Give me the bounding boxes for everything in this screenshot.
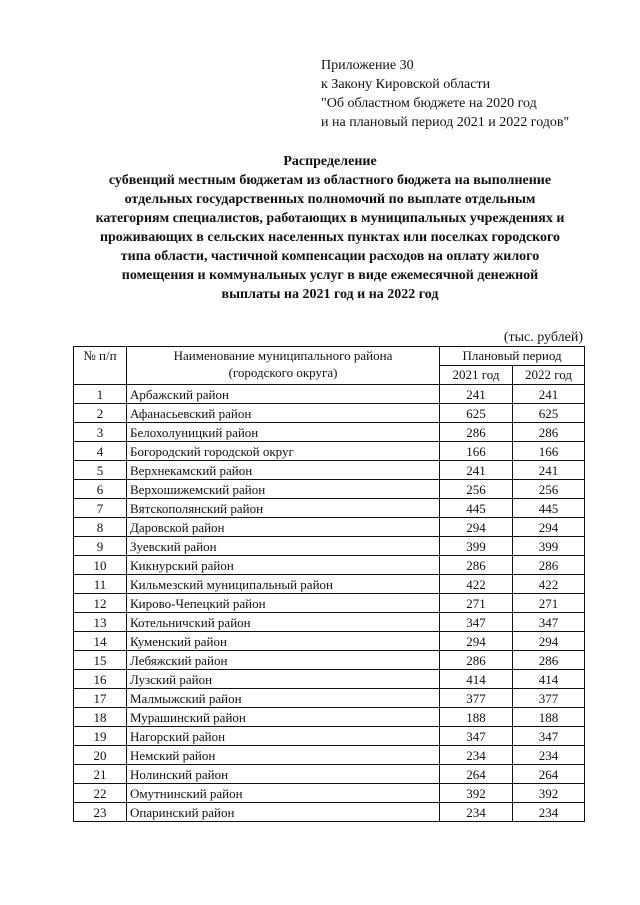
row-name: Зуевский район [127,537,440,556]
row-name: Богородский городской округ [127,442,440,461]
table-row [74,727,585,746]
row-name: Омутнинский район [127,784,440,803]
row-value-2022: 188 [513,708,585,727]
row-name: Белохолуницкий район [127,423,440,442]
table-row [74,746,585,765]
row-value-2021: 256 [440,480,513,499]
title-line: отдельных государственных полномочий по выплате отдельным [124,192,536,207]
row-value-2022: 625 [513,404,585,423]
row-value-2022: 377 [513,689,585,708]
row-value-2022: 392 [513,784,585,803]
row-num: 6 [74,480,127,499]
table-row [74,442,585,461]
row-num: 18 [74,708,127,727]
row-value-2022: 286 [513,651,585,670]
row-num: 12 [74,594,127,613]
row-name: Лузский район [127,670,440,689]
row-num: 19 [74,727,127,746]
row-num: 7 [74,499,127,518]
row-num: 21 [74,765,127,784]
row-value-2022: 286 [513,556,585,575]
appendix-line: "Об областном бюджете на 2020 год [321,96,537,111]
row-value-2022: 256 [513,480,585,499]
row-num: 4 [74,442,127,461]
row-value-2021: 392 [440,784,513,803]
row-name: Нолинский район [127,765,440,784]
table-row [74,480,585,499]
row-num: 16 [74,670,127,689]
row-num: 2 [74,404,127,423]
row-name: Немский район [127,746,440,765]
row-name: Вятскополянский район [127,499,440,518]
row-num: 1 [74,385,127,404]
row-value-2021: 234 [440,803,513,822]
document-title [60,152,600,304]
title-line: помещения и коммунальных услуг в виде ежемесячной денежной [121,268,539,283]
row-num: 23 [74,803,127,822]
table-row [74,803,585,822]
header-num: № п/п [74,347,127,385]
row-value-2022: 422 [513,575,585,594]
row-num: 9 [74,537,127,556]
title-line: проживающих в сельских населенных пунктах или поселках городского [99,230,561,245]
row-value-2021: 414 [440,670,513,689]
row-name: Кирово-Чепецкий район [127,594,440,613]
table-row [74,670,585,689]
row-num: 11 [74,575,127,594]
row-num: 17 [74,689,127,708]
row-value-2021: 286 [440,651,513,670]
table-row [74,689,585,708]
row-value-2021: 286 [440,423,513,442]
row-value-2022: 234 [513,803,585,822]
row-name: Нагорский район [127,727,440,746]
row-num: 10 [74,556,127,575]
row-value-2022: 264 [513,765,585,784]
title-line: категориям специалистов, работающих в муниципальных учреждениях и [95,211,565,226]
row-value-2021: 294 [440,518,513,537]
table-row [74,423,585,442]
appendix-line: к Закону Кировской области [321,77,491,92]
row-value-2022: 347 [513,727,585,746]
row-num: 13 [74,613,127,632]
table-row [74,594,585,613]
appendix-block [321,56,569,132]
row-value-2021: 264 [440,765,513,784]
row-name: Куменский район [127,632,440,651]
row-num: 15 [74,651,127,670]
row-name: Верхнекамский район [127,461,440,480]
table-row [74,613,585,632]
row-name: Мурашинский район [127,708,440,727]
table-row [74,385,585,404]
header-name [127,347,440,385]
row-value-2022: 234 [513,746,585,765]
row-value-2022: 241 [513,461,585,480]
row-value-2022: 399 [513,537,585,556]
row-value-2021: 347 [440,613,513,632]
row-value-2021: 347 [440,727,513,746]
row-num: 20 [74,746,127,765]
row-value-2022: 445 [513,499,585,518]
table-row [74,575,585,594]
row-value-2022: 414 [513,670,585,689]
row-name: Кикнурский район [127,556,440,575]
row-name: Опаринский район [127,803,440,822]
header-year-2021: 2021 год [440,366,513,385]
row-value-2022: 166 [513,442,585,461]
row-name: Лебяжский район [127,651,440,670]
row-name: Кильмезский муниципальный район [127,575,440,594]
table-body [74,385,585,822]
row-name: Даровской район [127,518,440,537]
row-name: Малмыжский район [127,689,440,708]
title-heading: Распределение [283,154,377,169]
row-value-2021: 377 [440,689,513,708]
row-num: 5 [74,461,127,480]
row-value-2021: 445 [440,499,513,518]
header-period: Плановый период [440,347,585,366]
row-num: 22 [74,784,127,803]
title-line: типа области, частичной компенсации расходов на оплату жилого [120,249,540,264]
table-row [74,499,585,518]
row-value-2022: 294 [513,632,585,651]
table-row [74,784,585,803]
row-value-2021: 166 [440,442,513,461]
row-name: Верхошижемский район [127,480,440,499]
header-name-line1: Наименование муниципального района [173,348,393,363]
table-row [74,404,585,423]
row-value-2022: 286 [513,423,585,442]
table-row [74,518,585,537]
row-num: 8 [74,518,127,537]
row-value-2021: 241 [440,461,513,480]
title-line: выплаты на 2021 год и на 2022 год [221,287,439,302]
header-year-2022: 2022 год [513,366,585,385]
row-value-2021: 188 [440,708,513,727]
row-num: 14 [74,632,127,651]
row-value-2022: 294 [513,518,585,537]
units-label: (тыс. рублей) [503,330,583,345]
row-value-2022: 271 [513,594,585,613]
distribution-table [73,346,585,822]
table-row [74,765,585,784]
row-value-2022: 241 [513,385,585,404]
row-value-2021: 625 [440,404,513,423]
appendix-line: и на плановый период 2021 и 2022 годов" [321,115,570,130]
row-name: Афанасьевский район [127,404,440,423]
header-name-line2: (городского округа) [228,365,338,380]
table-row [74,461,585,480]
table-row [74,537,585,556]
table-row [74,708,585,727]
row-value-2021: 234 [440,746,513,765]
table-row [74,632,585,651]
appendix-line: Приложение 30 [321,58,414,73]
row-name: Арбажский район [127,385,440,404]
row-value-2021: 241 [440,385,513,404]
title-line: субвенций местным бюджетам из областного бюджета на выполнение [108,173,552,188]
row-value-2021: 294 [440,632,513,651]
table-row [74,651,585,670]
row-name: Котельничский район [127,613,440,632]
row-num: 3 [74,423,127,442]
row-value-2021: 399 [440,537,513,556]
row-value-2021: 271 [440,594,513,613]
row-value-2021: 422 [440,575,513,594]
row-value-2021: 286 [440,556,513,575]
table-row [74,556,585,575]
row-value-2022: 347 [513,613,585,632]
